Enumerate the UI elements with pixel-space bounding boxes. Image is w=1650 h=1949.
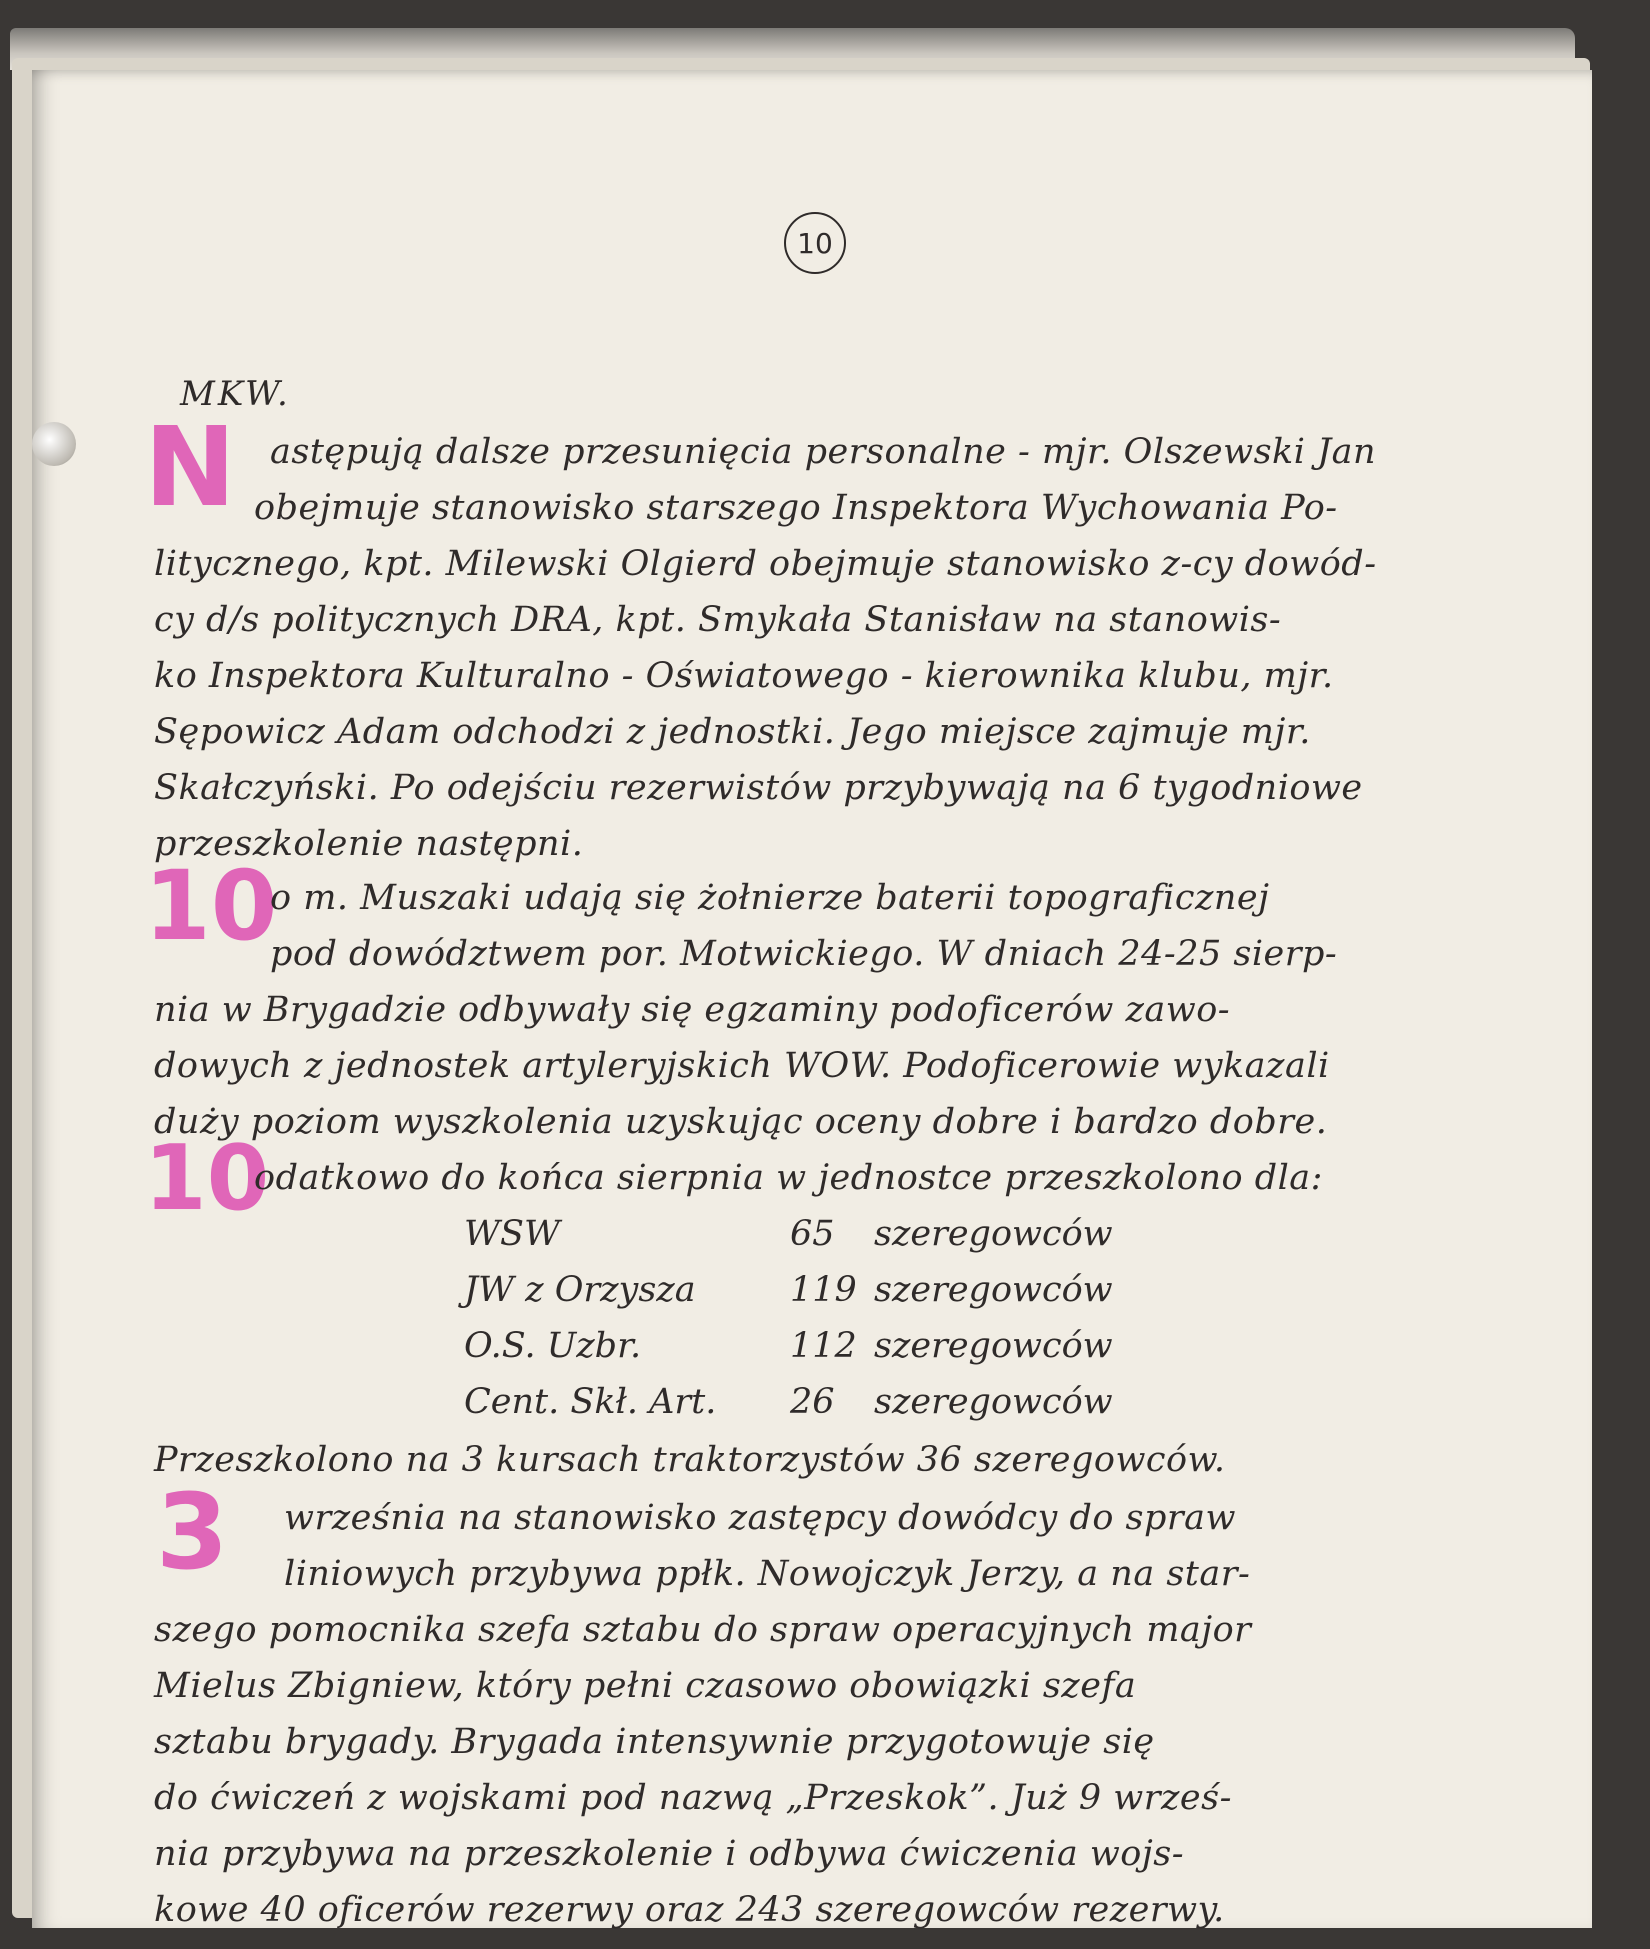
table-row-label: szeregowców <box>874 1270 1113 1310</box>
header-code: MKW. <box>180 374 291 414</box>
paragraph-1-line-5: ko Inspektora Kulturalno - Oświatowego - kierownika klubu, mjr. <box>154 656 1334 696</box>
paragraph-4-line-7: nia przybywa na przeszkolenie i odbywa ćwiczenia wojs- <box>154 1834 1185 1874</box>
drop-cap-n: N <box>144 403 237 531</box>
paragraph-4-line-2: liniowych przybywa ppłk. Nowojczyk Jerzy, a na star- <box>284 1554 1251 1594</box>
drop-cap-3: 3 <box>156 1471 229 1593</box>
paragraph-2-line-4: dowych z jednostek artyleryjskich WOW. Podoficerowie wykazali <box>154 1046 1330 1086</box>
table-row-unit: WSW <box>464 1214 560 1254</box>
page-number: 10 <box>784 212 846 274</box>
paragraph-1-line-2: obejmuje stanowisko starszego Inspektora Wychowania Po- <box>254 488 1338 528</box>
paragraph-2-line-1: o m. Muszaki udają się żołnierze baterii topograficznej <box>270 878 1270 918</box>
notebook-page <box>32 70 1592 1928</box>
drop-cap-10-second: 10 <box>144 1126 270 1231</box>
paragraph-1-line-6: Sępowicz Adam odchodzi z jednostki. Jego miejsce zajmuje mjr. <box>154 712 1311 752</box>
paragraph-4-line-5: sztabu brygady. Brygada intensywnie przygotowuje się <box>154 1722 1155 1762</box>
paragraph-1-line-7: Skałczyński. Po odejściu rezerwistów przybywają na 6 tygodniowe <box>154 768 1363 808</box>
paragraph-2-line-2: pod dowództwem por. Motwickiego. W dniach 24-25 sierp- <box>270 934 1338 974</box>
table-row-label: szeregowców <box>874 1214 1113 1254</box>
table-row-count: 26 <box>790 1382 835 1422</box>
table-row-label: szeregowców <box>874 1382 1113 1422</box>
paragraph-4-line-6: do ćwiczeń z wojskami pod nazwą „Przeskok”. Już 9 wrześ- <box>154 1778 1232 1818</box>
table-row-unit: JW z Orzysza <box>464 1270 696 1310</box>
table-row-unit: O.S. Uzbr. <box>464 1326 642 1366</box>
paragraph-4-line-8: kowe 40 oficerów rezerwy oraz 243 szeregowców rezerwy. <box>154 1890 1225 1930</box>
paragraph-2-line-3: nia w Brygadzie odbywały się egzaminy podoficerów zawo- <box>154 990 1231 1030</box>
paragraph-1-line-8: przeszkolenie następni. <box>154 824 584 864</box>
paragraph-1-line-3: litycznego, kpt. Milewski Olgierd obejmuje stanowisko z-cy dowód- <box>154 544 1377 584</box>
paragraph-2-line-5: duży poziom wyszkolenia uzyskując oceny dobre i bardzo dobre. <box>154 1102 1328 1142</box>
paragraph-3-line-1: odatkowo do końca sierpnia w jednostce przeszkolono dla: <box>254 1158 1323 1198</box>
table-row-count: 65 <box>790 1214 835 1254</box>
binder-hole-icon <box>32 422 76 466</box>
drop-cap-10-first: 10 <box>144 850 278 962</box>
tractor-training-line: Przeszkolono na 3 kursach traktorzystów 36 szeregowców. <box>154 1440 1226 1480</box>
paragraph-4-line-1: września na stanowisko zastępcy dowódcy do spraw <box>284 1498 1236 1538</box>
table-row-count: 119 <box>790 1270 857 1310</box>
table-row-unit: Cent. Skł. Art. <box>464 1382 717 1422</box>
paragraph-1-line-1: astępują dalsze przesunięcia personalne - mjr. Olszewski Jan <box>270 432 1377 472</box>
table-row-label: szeregowców <box>874 1326 1113 1366</box>
paragraph-4-line-3: szego pomocnika szefa sztabu do spraw operacyjnych major <box>154 1610 1252 1650</box>
paragraph-4-line-4: Mielus Zbigniew, który pełni czasowo obowiązki szefa <box>154 1666 1137 1706</box>
table-row-count: 112 <box>790 1326 857 1366</box>
paragraph-1-line-4: cy d/s politycznych DRA, kpt. Smykała Stanisław na stanowis- <box>154 600 1282 640</box>
